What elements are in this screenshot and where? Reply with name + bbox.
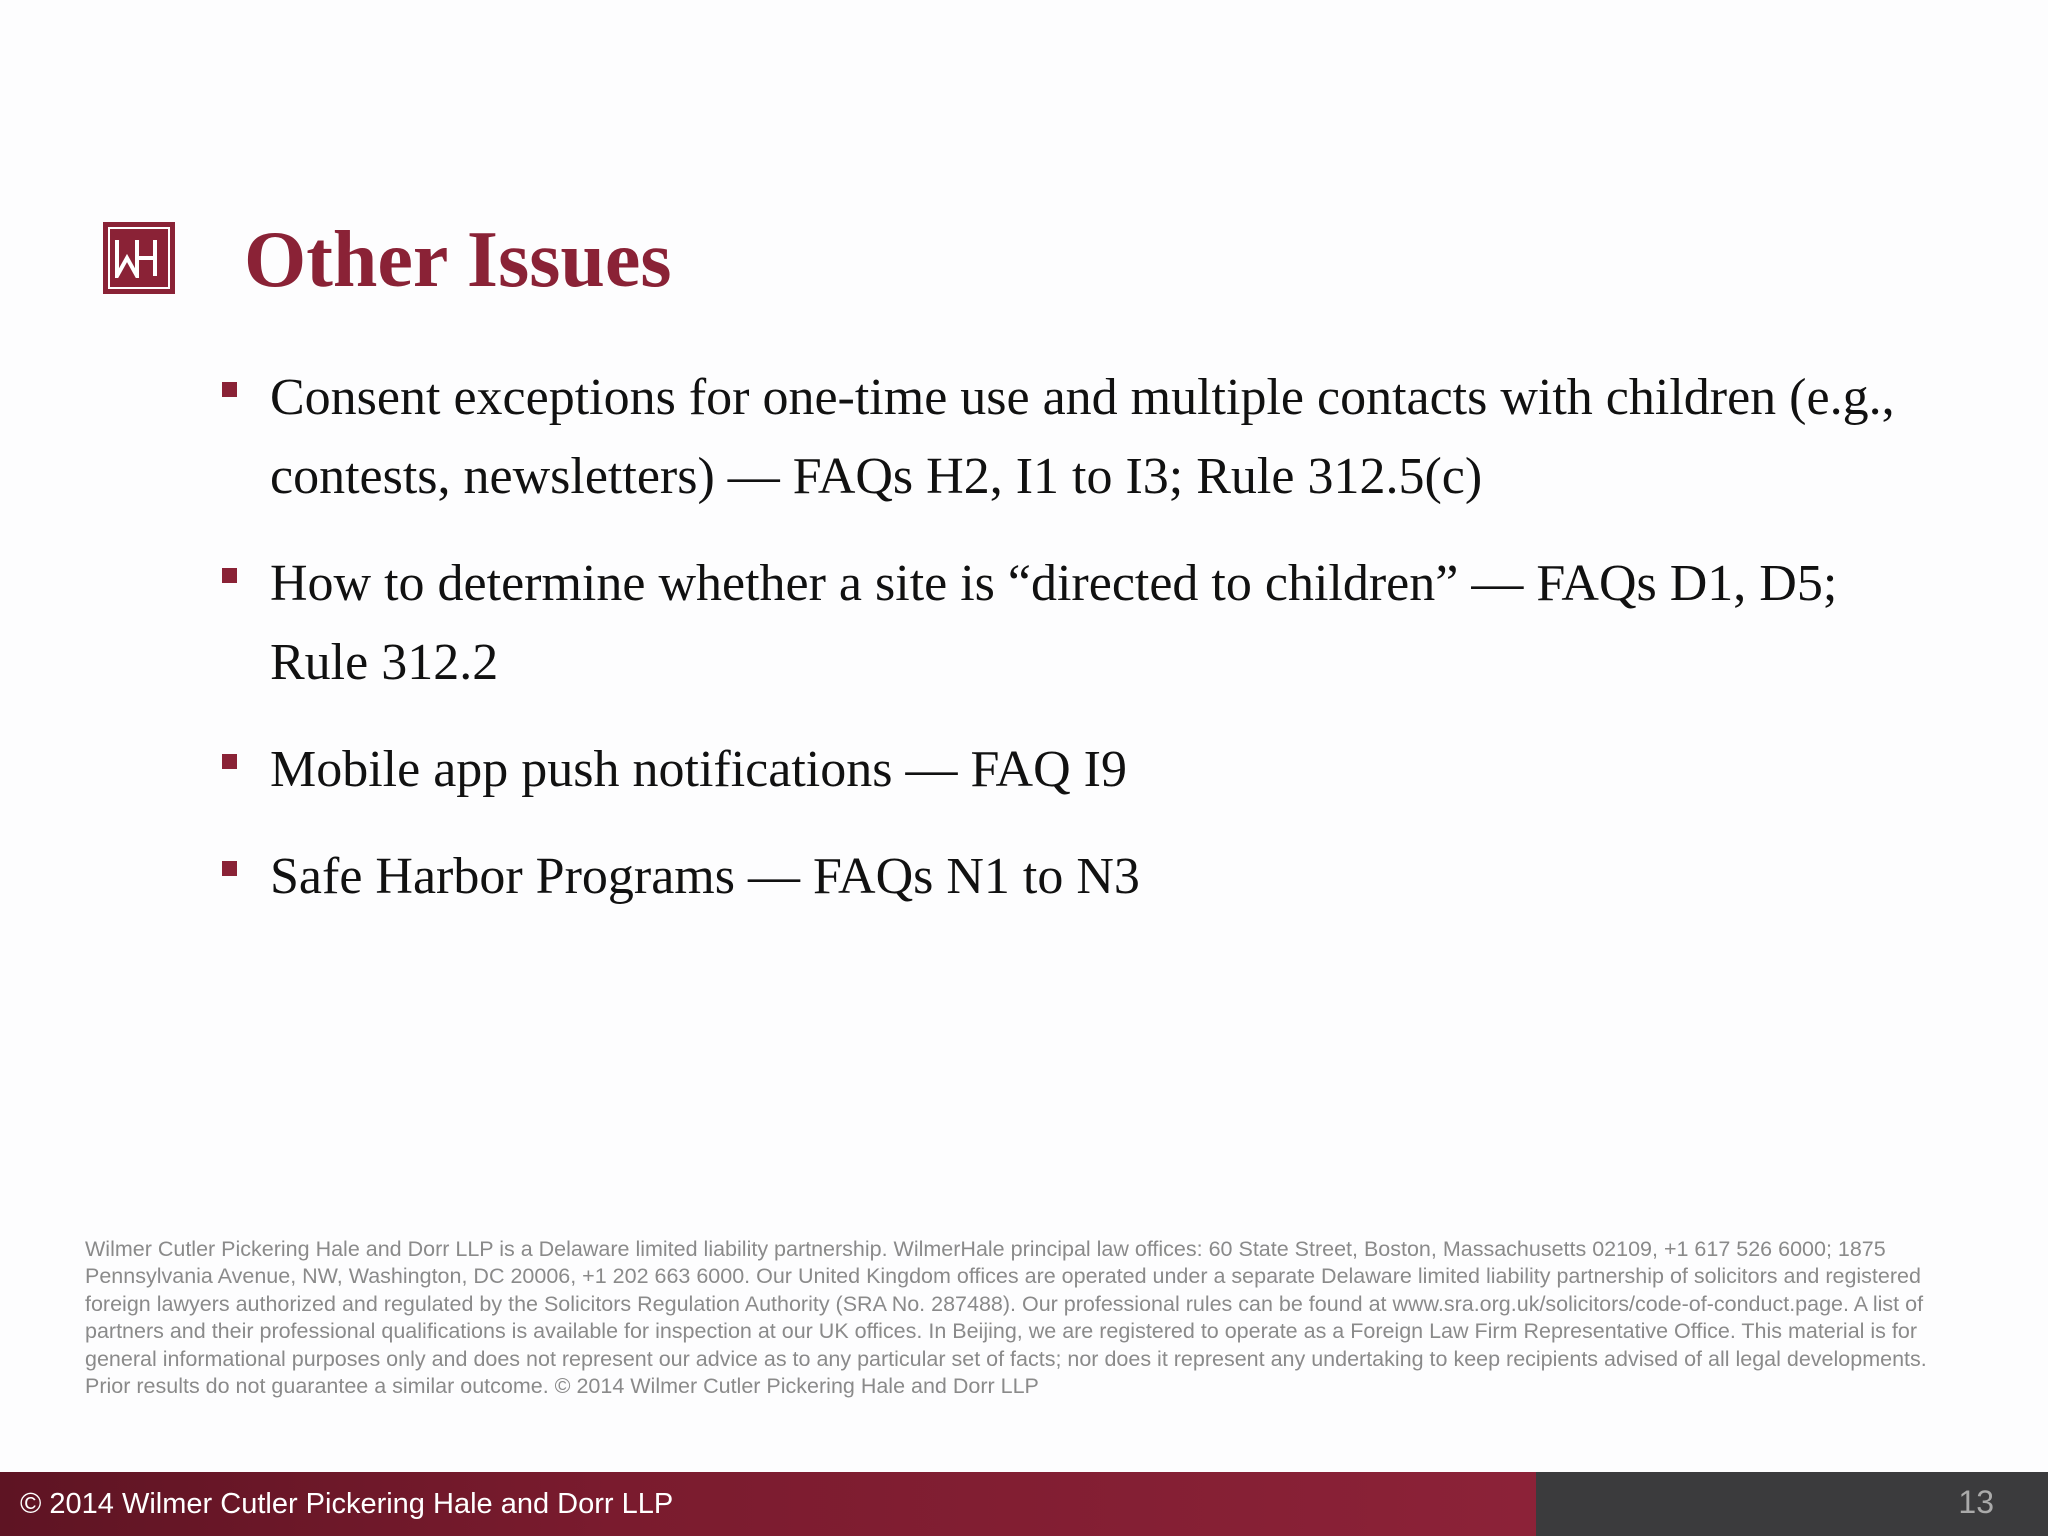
square-bullet-icon [222, 382, 237, 397]
bullet-text: Consent exceptions for one-time use and multiple contacts with children (e.g., contests, newsletters) — FAQs H2, I1 to I3; Rule 312.5(c) [270, 369, 1895, 505]
bullet-text: Safe Harbor Programs — FAQs N1 to N3 [270, 848, 1140, 905]
bullet-item [222, 837, 1922, 916]
square-bullet-icon [222, 568, 237, 583]
square-bullet-icon [222, 754, 237, 769]
legal-disclaimer: Wilmer Cutler Pickering Hale and Dorr LLP is a Delaware limited liability partnership. WilmerHale principal law offices: 60 State Street, Boston, Massachusetts 02109, +1 617 526 6000; 1875 Pennsylvania Avenue, NW, Washington, DC 20006, +1 202 663 6000. Our United Kingdom offices are operated under a separate Delaware limited liability partnership of solicitors and registered foreign lawyers authorized and regulated by the Solicitors Regulation Authority (SRA No. 287488). Our professional rules can be found at www.sra.org.uk/solicitors/code-of-conduct.page. A list of partners and their professional qualifications is available for inspection at our UK offices. In Beijing, we are registered to operate as a Foreign Law Firm Representative Office. This material is for general informational purposes only and does not represent our advice as to any particular set of facts; nor does it represent any undertaking to keep recipients advised of all legal developments. Prior results do not guarantee a similar outcome. © 2014 Wilmer Cutler Pickering Hale and Dorr LLP [85, 1237, 1927, 1399]
wh-logo-icon [115, 238, 161, 278]
footer-copyright: © 2014 Wilmer Cutler Pickering Hale and Dorr LLP [20, 1488, 674, 1520]
square-bullet-icon [222, 861, 237, 876]
page-number: 13 [1958, 1484, 1994, 1520]
bullet-item [222, 358, 1922, 516]
bullet-item [222, 544, 1922, 702]
bullet-text: Mobile app push notifications — FAQ I9 [270, 741, 1127, 798]
bullet-list [222, 358, 1922, 944]
footer-bar [0, 1472, 2048, 1536]
bullet-item [222, 730, 1922, 809]
slide-title: Other Issues [244, 216, 672, 304]
bullet-text: How to determine whether a site is “directed to children” — FAQs D1, D5; Rule 312.2 [270, 555, 1838, 691]
wilmerhale-logo [103, 222, 175, 294]
